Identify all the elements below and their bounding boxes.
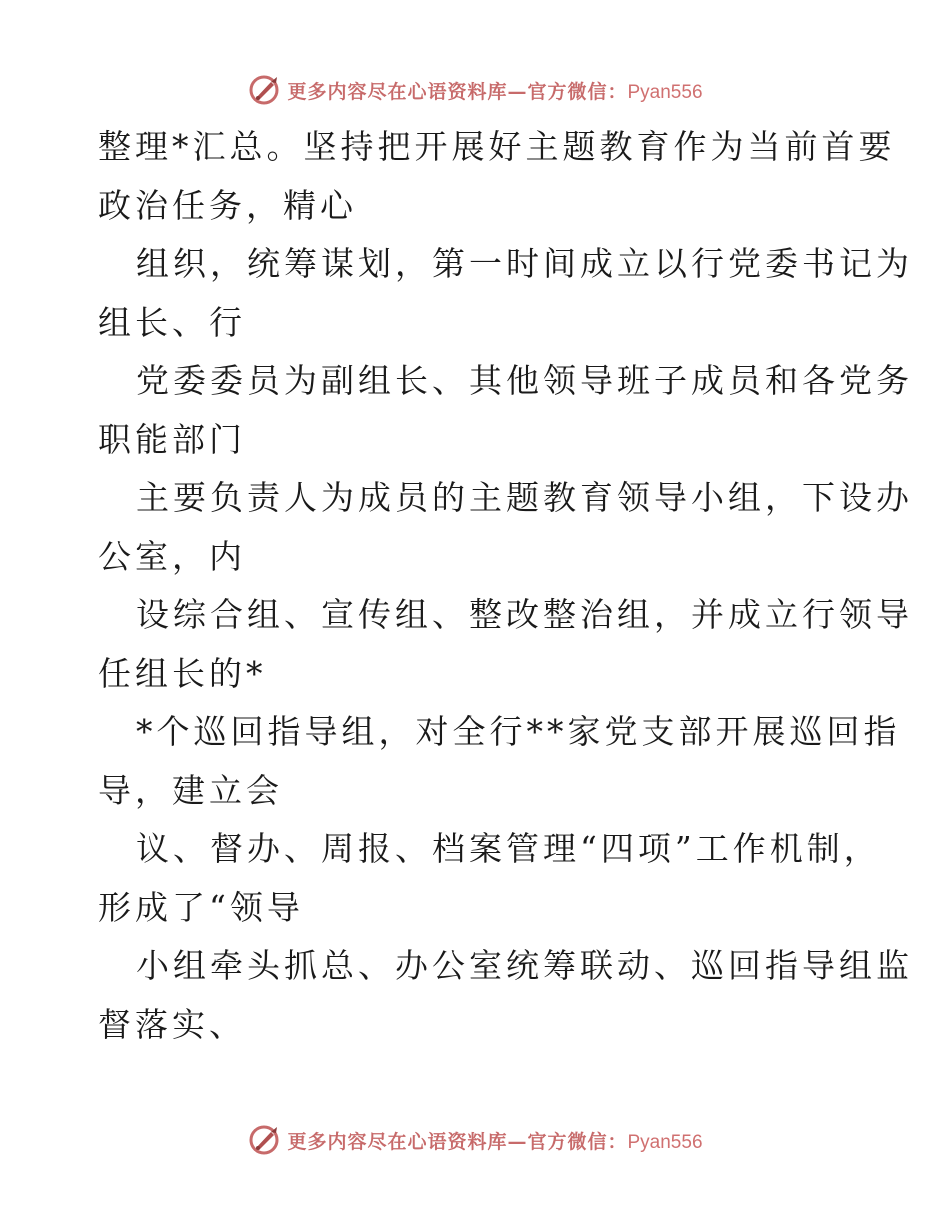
body-text-line: 党委委员为副组长、其他领导班子成员和各党务 <box>136 361 913 400</box>
quill-logo-icon <box>247 1123 281 1157</box>
watermark-handle: Pyan556 <box>627 81 703 103</box>
body-text-line: 议、督办、周报、档案管理“四项”工作机制， <box>136 829 881 868</box>
watermark-header <box>0 70 950 110</box>
body-text-line: 组织，统筹谋划，第一时间成立以行党委书记为 <box>136 244 913 283</box>
body-text-line: 形成了“领导 <box>98 887 304 927</box>
quill-logo-icon <box>247 73 281 107</box>
body-text-line: 主要负责人为成员的主题教育领导小组，下设办 <box>136 478 913 517</box>
document-body <box>98 118 913 1054</box>
watermark-footer <box>0 1120 950 1160</box>
body-text-line: 组长、行 <box>98 302 246 342</box>
watermark-text: 更多内容尽在心语资料库—官方微信：Pyan556 <box>287 80 703 103</box>
body-text-line: 政治任务，精心 <box>98 185 357 225</box>
body-text-line: 公室，内 <box>98 536 246 576</box>
body-text-line: 导，建立会 <box>98 770 283 810</box>
watermark-text: 更多内容尽在心语资料库—官方微信：Pyan556 <box>287 1130 703 1153</box>
body-text-line: 任组长的* <box>98 653 267 693</box>
watermark-handle: Pyan556 <box>627 1131 703 1153</box>
body-text-line: 督落实、 <box>98 1004 246 1044</box>
body-text-line: 职能部门 <box>98 419 246 459</box>
body-text-line: 设综合组、宣传组、整改整治组，并成立行领导 <box>136 595 913 634</box>
body-text-line: 小组牵头抓总、办公室统筹联动、巡回指导组监 <box>136 946 913 985</box>
body-text-line: *个巡回指导组，对全行**家党支部开展巡回指 <box>136 712 901 751</box>
body-text-line: 整理*汇总。坚持把开展好主题教育作为当前首要 <box>98 127 896 166</box>
